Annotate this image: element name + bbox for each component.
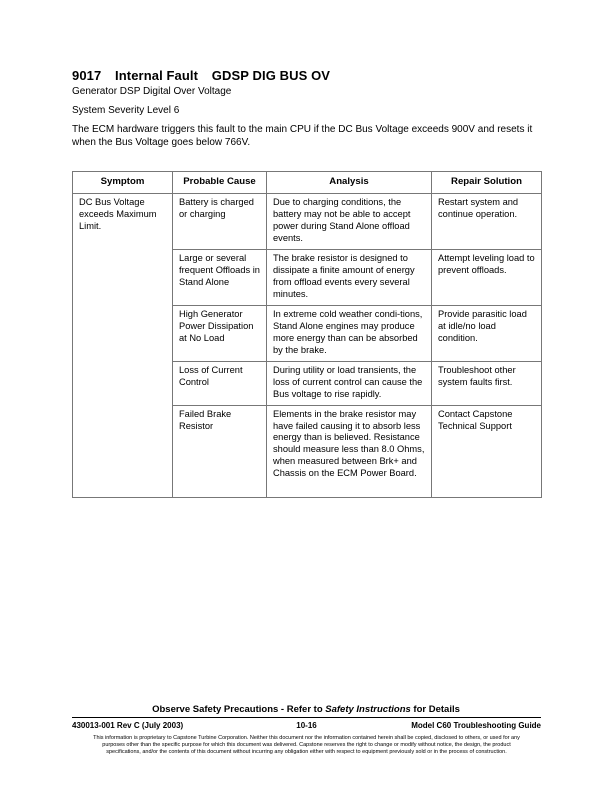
header-symptom: Symptom <box>73 172 173 194</box>
legal-line: This information is proprietary to Capstone Turbine Corporation. Neither this document nor the information contained herein shall be copied, disclosed to others, or used for any <box>93 735 520 741</box>
doc-number: 430013-001 Rev C (July 2003) <box>72 721 184 730</box>
analysis-cell: The brake resistor is designed to dissipate a finite amount of energy from offload events every several minutes. <box>267 249 432 305</box>
solution-cell: Contact Capstone Technical Support <box>432 405 542 497</box>
fault-description <box>72 124 542 149</box>
analysis-cell: In extreme cold weather condi-tions, Stand Alone engines may produce more energy than can be absorbed by the brake. <box>267 305 432 361</box>
solution-cell: Restart system and continue operation. <box>432 193 542 249</box>
solution-cell: Attempt leveling load to prevent offloads. <box>432 249 542 305</box>
fault-subtitle: Generator DSP Digital Over Voltage <box>72 86 232 97</box>
fault-heading <box>72 68 340 83</box>
cause-cell: Loss of Current Control <box>173 361 267 405</box>
cause-cell: Failed Brake Resistor <box>173 405 267 497</box>
analysis-cell: During utility or load transients, the loss of current control can cause the Bus voltage to rise rapidly. <box>267 361 432 405</box>
cause-cell: Large or several frequent Offloads in Stand Alone <box>173 249 267 305</box>
cause-cell: Battery is charged or charging <box>173 193 267 249</box>
header-probable-cause: Probable Cause <box>173 172 267 194</box>
table-row <box>73 193 542 249</box>
page-number: 10-16 <box>296 721 317 730</box>
footer-divider <box>72 717 541 718</box>
solution-cell: Troubleshoot other system faults first. <box>432 361 542 405</box>
symptom-cell: DC Bus Voltage exceeds Maximum Limit. <box>73 193 173 497</box>
severity-level: System Severity Level 6 <box>72 105 180 116</box>
header-analysis: Analysis <box>267 172 432 194</box>
description-line: when the Bus Voltage goes below 766V. <box>72 136 251 148</box>
cause-cell: High Generator Power Dissipation at No Load <box>173 305 267 361</box>
analysis-cell: Due to charging conditions, the battery may not be able to accept power during Stand Alone offload events. <box>267 193 432 249</box>
fault-code: 9017 <box>72 68 102 83</box>
description-line: The ECM hardware triggers this fault to the main CPU if the DC Bus Voltage exceeds 900V and resets it <box>72 124 533 135</box>
fault-category: Internal Fault <box>115 68 199 83</box>
troubleshooting-table <box>72 171 542 498</box>
legal-line: purposes other than the specific purpose for which this document was delivered. Capstone reserves the right to change or modify without notice, the design, the product <box>102 742 511 748</box>
legal-line: specifications, and/or the contents of this document without incurring any obligation either with respect to equipment previously sold or in the process of construction. <box>106 749 507 755</box>
doc-title: Model C60 Troubleshooting Guide <box>411 721 541 730</box>
header-repair-solution: Repair Solution <box>432 172 542 194</box>
warning-suffix: for Details <box>410 704 460 715</box>
warning-italic: Safety Instructions <box>325 704 411 715</box>
analysis-cell: Elements in the brake resistor may have failed causing it to absorb less energy than is believed. Resistance should measure less than 8.0 Ohms, when measured between Brk+ and Chassis on the ECM Power Board. <box>267 405 432 497</box>
solution-cell: Provide parasitic load at idle/no load condition. <box>432 305 542 361</box>
safety-warning <box>0 704 612 715</box>
legal-notice <box>72 735 541 756</box>
warning-prefix: Observe Safety Precautions - Refer to <box>152 704 326 715</box>
table-header-row <box>73 172 542 194</box>
fault-name: GDSP DIG BUS OV <box>211 68 331 83</box>
